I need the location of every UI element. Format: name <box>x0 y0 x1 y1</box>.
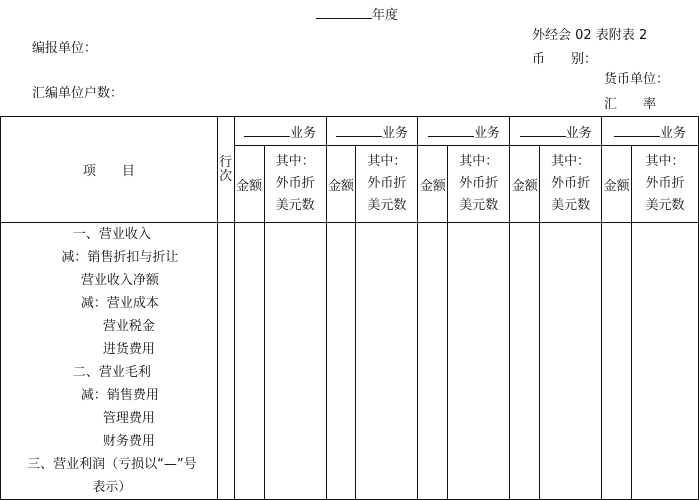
foreign-usd-line3: 美元数 <box>275 198 315 213</box>
currency-unit-label: 货币单位： <box>604 72 670 87</box>
foreign-usd-column-2[interactable] <box>356 223 418 500</box>
business-label-3: 业务 <box>473 125 500 141</box>
amount-header-4: 金额 <box>510 146 540 223</box>
report-table <box>0 116 699 500</box>
foreign-usd-column-4[interactable] <box>540 223 602 500</box>
foreign-usd-line1: 其中： <box>459 154 499 169</box>
foreign-usd-header-3 <box>448 146 510 223</box>
exchange-rate-label: 汇 率 <box>604 97 657 112</box>
list-item: 进货费用 <box>102 342 155 357</box>
foreign-usd-line1: 其中： <box>645 154 685 169</box>
foreign-usd-line2: 外币折 <box>367 176 407 191</box>
amount-column-4[interactable] <box>510 223 540 500</box>
list-item: 减：销售折扣与折让 <box>61 250 179 265</box>
foreign-usd-line1: 其中： <box>275 154 315 169</box>
list-item: 财务费用 <box>102 434 155 449</box>
row-number-header: 行次 <box>217 117 234 223</box>
business-blank-5[interactable] <box>614 124 660 137</box>
foreign-usd-column-1[interactable] <box>264 223 326 500</box>
row-number-column[interactable] <box>217 223 234 500</box>
business-blank-2[interactable] <box>336 124 382 137</box>
list-item: 减：营业成本 <box>80 296 159 311</box>
business-label-1: 业务 <box>290 125 317 141</box>
foreign-usd-line3: 美元数 <box>645 198 685 213</box>
business-blank-3[interactable] <box>428 124 474 137</box>
list-item: 一、营业收入 <box>72 227 151 242</box>
foreign-usd-line1: 其中： <box>367 154 407 169</box>
form-code: 外经会 02 表附表 2 <box>532 28 648 43</box>
business-label-5: 业务 <box>660 125 687 141</box>
foreign-usd-header-4 <box>540 146 602 223</box>
item-header: 项 目 <box>1 117 218 223</box>
foreign-usd-line3: 美元数 <box>551 198 591 213</box>
business-header-5 <box>602 117 699 146</box>
list-item: 二、营业毛利 <box>72 365 151 380</box>
list-item: 表示） <box>92 480 132 495</box>
foreign-usd-line2: 外币折 <box>459 176 499 191</box>
foreign-usd-column-3[interactable] <box>448 223 510 500</box>
summary-units-label: 汇编单位户数： <box>32 86 124 101</box>
amount-header-5: 金额 <box>602 146 632 223</box>
foreign-usd-line3: 美元数 <box>459 198 499 213</box>
business-blank-1[interactable] <box>244 124 290 137</box>
business-label-2: 业务 <box>381 125 408 141</box>
business-label-4: 业务 <box>565 125 592 141</box>
foreign-usd-line2: 外币折 <box>645 176 685 191</box>
amount-column-5[interactable] <box>602 223 632 500</box>
business-blank-4[interactable] <box>520 124 566 137</box>
item-list <box>1 223 218 500</box>
list-item: 三、营业利润（亏损以“—”号 <box>27 457 197 472</box>
foreign-usd-line3: 美元数 <box>367 198 407 213</box>
business-header-4 <box>510 117 602 146</box>
foreign-usd-line1: 其中： <box>551 154 591 169</box>
foreign-usd-column-5[interactable] <box>632 223 699 500</box>
amount-header-2: 金额 <box>326 146 356 223</box>
business-header-1 <box>234 117 326 146</box>
foreign-usd-line2: 外币折 <box>275 176 315 191</box>
foreign-usd-header-2 <box>356 146 418 223</box>
amount-column-3[interactable] <box>418 223 448 500</box>
foreign-usd-header-5 <box>632 146 699 223</box>
list-item: 营业收入净额 <box>80 273 159 288</box>
list-item: 减：销售费用 <box>80 388 159 403</box>
year-blank[interactable] <box>316 6 372 19</box>
year-label: 年度 <box>372 8 399 23</box>
reporting-unit-label: 编报单位： <box>32 41 98 56</box>
amount-column-2[interactable] <box>326 223 356 500</box>
foreign-usd-header-1 <box>264 146 326 223</box>
year-title <box>316 4 398 23</box>
list-item: 管理费用 <box>102 411 155 426</box>
foreign-usd-line2: 外币折 <box>551 176 591 191</box>
amount-column-1[interactable] <box>234 223 264 500</box>
amount-header-3: 金额 <box>418 146 448 223</box>
list-item: 营业税金 <box>102 319 155 334</box>
currency-label: 币 别： <box>532 52 598 67</box>
business-header-3 <box>418 117 510 146</box>
business-header-2 <box>326 117 418 146</box>
amount-header-1: 金额 <box>234 146 264 223</box>
